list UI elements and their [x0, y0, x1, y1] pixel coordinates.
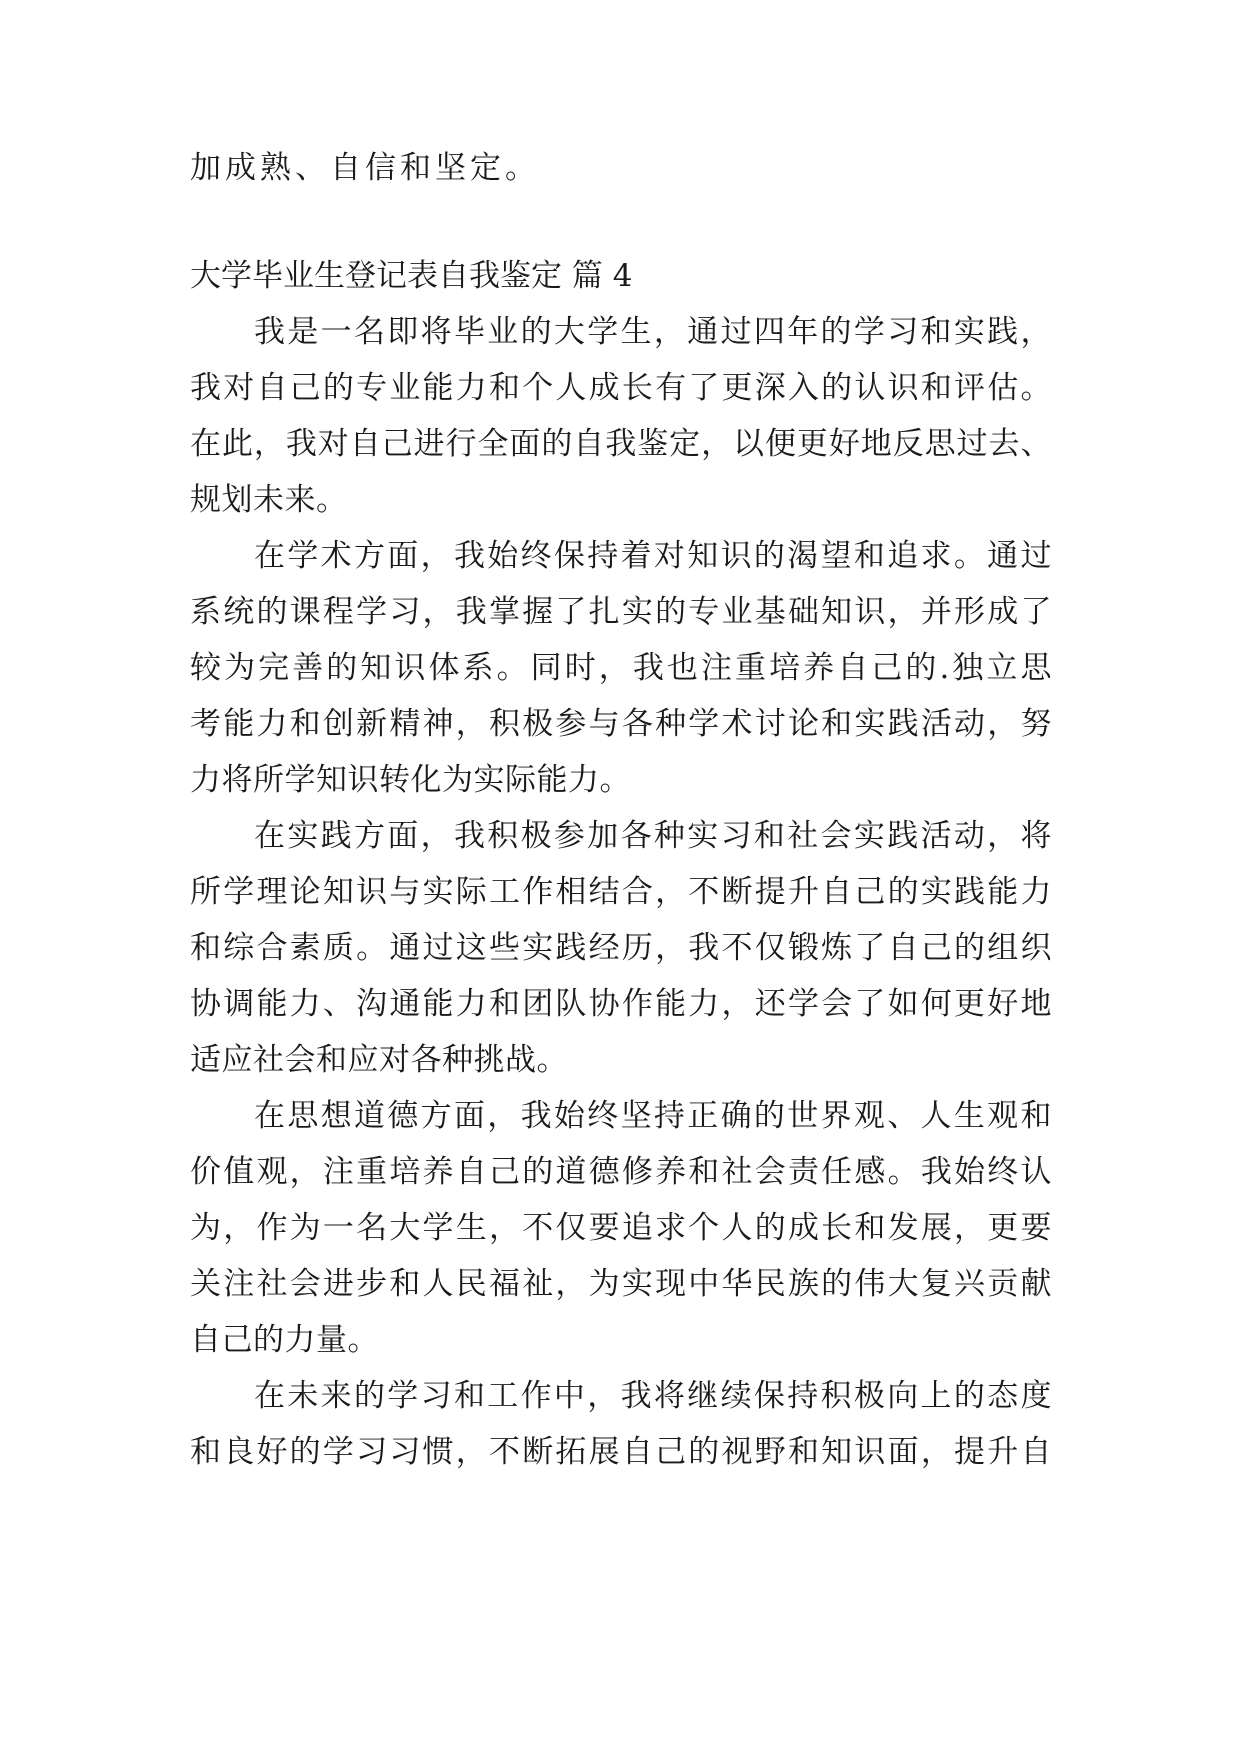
paragraph-line: 价值观，注重培养自己的道德修养和社会责任感。我始终认	[190, 1154, 1052, 1190]
paragraph-line: 关注社会进步和人民福祉，为实现中华民族的伟大复兴贡献	[190, 1266, 1052, 1302]
paragraph-3	[190, 808, 1052, 1088]
section-heading: 大学毕业生登记表自我鉴定 篇 4	[190, 258, 633, 294]
paragraph-line: 规划未来。	[190, 482, 348, 518]
paragraph-5	[190, 1368, 1052, 1480]
paragraph-line: 在学术方面，我始终保持着对知识的渴望和追求。通过	[254, 538, 1052, 574]
paragraph-line: 自己的力量。	[190, 1322, 379, 1358]
paragraph-line: 在思想道德方面，我始终坚持正确的世界观、人生观和	[254, 1098, 1052, 1134]
paragraph-line: 在未来的学习和工作中，我将继续保持积极向上的态度	[254, 1378, 1052, 1414]
paragraph-line: 在此，我对自己进行全面的自我鉴定，以便更好地反思过去、	[190, 426, 1052, 462]
paragraph-line: 协调能力、沟通能力和团队协作能力，还学会了如何更好地	[190, 986, 1052, 1022]
paragraph-line: 考能力和创新精神，积极参与各种学术讨论和实践活动，努	[190, 706, 1052, 742]
paragraph-line: 所学理论知识与实际工作相结合，不断提升自己的实践能力	[190, 874, 1052, 910]
paragraph-line: 系统的课程学习，我掌握了扎实的专业基础知识，并形成了	[190, 594, 1052, 630]
paragraph-line: 在实践方面，我积极参加各种实习和社会实践活动，将	[254, 818, 1052, 854]
intro-tail-text: 加成熟、自信和坚定。	[190, 150, 540, 186]
paragraph-line: 我对自己的专业能力和个人成长有了更深入的认识和评估。	[190, 370, 1052, 406]
paragraph-2	[190, 528, 1052, 808]
paragraph-line: 和良好的学习习惯，不断拓展自己的视野和知识面，提升自	[190, 1434, 1052, 1470]
paragraph-1	[190, 304, 1052, 528]
paragraph-line: 适应社会和应对各种挑战。	[190, 1042, 568, 1078]
paragraph-line: 我是一名即将毕业的大学生，通过四年的学习和实践，	[254, 314, 1052, 350]
paragraph-line: 力将所学知识转化为实际能力。	[190, 762, 631, 798]
paragraph-line: 为，作为一名大学生，不仅要追求个人的成长和发展，更要	[190, 1210, 1052, 1246]
paragraph-line: 和综合素质。通过这些实践经历，我不仅锻炼了自己的组织	[190, 930, 1052, 966]
paragraph-line: 较为完善的知识体系。同时，我也注重培养自己的.独立思	[190, 650, 1052, 686]
document-page	[190, 140, 1052, 1480]
paragraph-4	[190, 1088, 1052, 1368]
